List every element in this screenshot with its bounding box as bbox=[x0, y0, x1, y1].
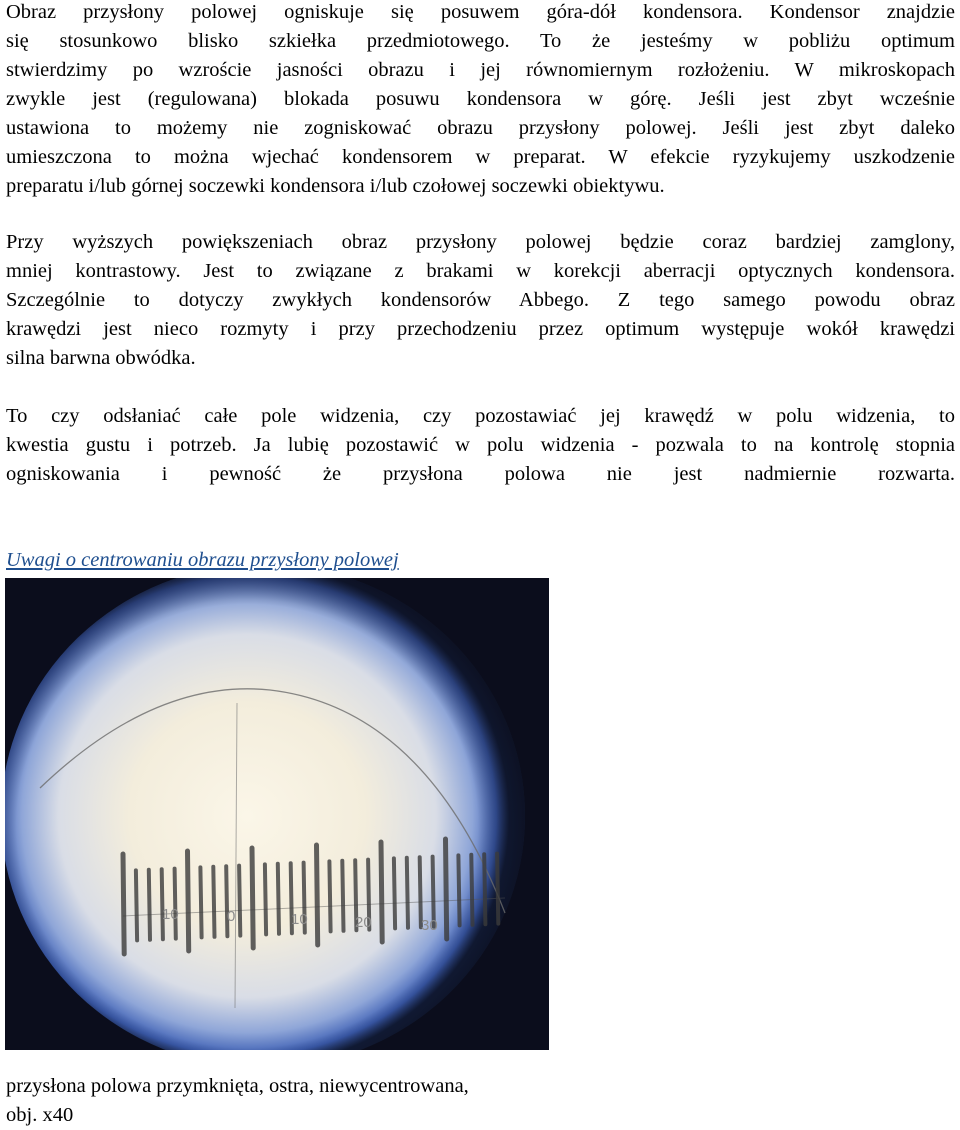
text-line: ustawiona to możemy nie zogniskować obrazu przysłony polowej. Jeśli jest zbyt daleko bbox=[6, 117, 955, 139]
caption-line: przysłona polowa przymknięta, ostra, niewycentrowana, bbox=[6, 1075, 469, 1097]
scale-tick bbox=[149, 870, 150, 940]
paragraph-magnification bbox=[6, 228, 955, 373]
scale-tick bbox=[446, 839, 447, 939]
paragraph-field-of-view bbox=[6, 402, 955, 489]
scale-tick bbox=[188, 851, 189, 951]
scale-tick bbox=[162, 869, 163, 939]
scale-tick bbox=[317, 845, 318, 945]
caption-line: obj. x40 bbox=[6, 1104, 74, 1126]
scale-label: 20 bbox=[355, 914, 372, 931]
text-line: Szczególnie to dotyczy zwykłych kondensorów Abbego. Z tego samego powodu obraz bbox=[6, 289, 955, 311]
scale-tick bbox=[471, 855, 472, 925]
scale-tick bbox=[381, 842, 382, 942]
photo-caption bbox=[6, 1072, 566, 1130]
scale-tick bbox=[329, 861, 330, 931]
text-line: To czy odsłaniać całe pole widzenia, czy pozostawiać jej krawędź w polu widzenia, to bbox=[6, 405, 955, 427]
scale-tick bbox=[278, 864, 279, 934]
scale-tick bbox=[484, 854, 485, 924]
scale-tick bbox=[239, 866, 240, 936]
scale-tick bbox=[226, 866, 227, 936]
text-line: się stosunkowo blisko szkiełka przedmiotowego. To że jesteśmy w pobliżu optimum bbox=[6, 30, 955, 52]
scale-tick bbox=[136, 870, 137, 940]
scale-tick bbox=[458, 855, 459, 925]
scale-tick bbox=[123, 854, 124, 954]
text-line: krawędzi jest nieco rozmyty i przy przechodzeniu przez optimum występuje wokół krawędzi bbox=[6, 318, 955, 340]
text-line: mniej kontrastowy. Jest to związane z brakami w korekcji aberracji optycznych kondensora. bbox=[6, 260, 955, 282]
scale-tick bbox=[394, 858, 395, 928]
text-line: Przy wyższych powiększeniach obraz przysłony polowej będzie coraz bardziej zamglony, bbox=[6, 231, 955, 253]
scale-tick bbox=[342, 861, 343, 931]
scale-label: 30 bbox=[421, 917, 438, 934]
paragraph-focusing bbox=[6, 0, 955, 201]
microscope-field-image bbox=[5, 578, 549, 1050]
text-line: ogniskowania i pewność że przysłona polowa nie jest nadmiernie rozwarta. bbox=[6, 463, 955, 485]
scale-tick bbox=[265, 864, 266, 934]
section-heading-link[interactable]: Uwagi o centrowaniu obrazu przysłony polowej bbox=[6, 549, 399, 571]
text-line: Obraz przysłony polowej ogniskuje się posuwem góra-dół kondensora. Kondensor znajdzie bbox=[6, 1, 955, 23]
scale-tick bbox=[213, 867, 214, 937]
scale-label: 10 bbox=[162, 906, 179, 923]
scale-label: 0 bbox=[227, 908, 236, 925]
text-line: zwykle jest (regulowana) blokada posuwu kondensora w górę. Jeśli jest zbyt wcześnie bbox=[6, 88, 955, 110]
scale-tick bbox=[497, 854, 498, 924]
scale-tick bbox=[200, 867, 201, 937]
text-line: stwierdzimy po wzroście jasności obrazu i jej równomiernym rozłożeniu. W mikroskopach bbox=[6, 59, 955, 81]
scale-tick bbox=[252, 848, 253, 948]
text-line: kwestia gustu i potrzeb. Ja lubię pozostawić w polu widzenia - pozwala to na kontrolę stopnia bbox=[6, 434, 955, 456]
text-line: preparatu i/lub górnej soczewki kondensora i/lub czołowej soczewki obiektywu. bbox=[6, 175, 665, 197]
scale-tick bbox=[175, 869, 176, 939]
scale-label: 10 bbox=[291, 911, 308, 928]
scale-tick bbox=[407, 858, 408, 928]
text-line: umieszczona to można wjechać kondensorem w preparat. W efekcie ryzykujemy uszkodzenie bbox=[6, 146, 955, 168]
microscope-photo bbox=[5, 578, 549, 1050]
text-line: silna barwna obwódka. bbox=[6, 347, 196, 369]
